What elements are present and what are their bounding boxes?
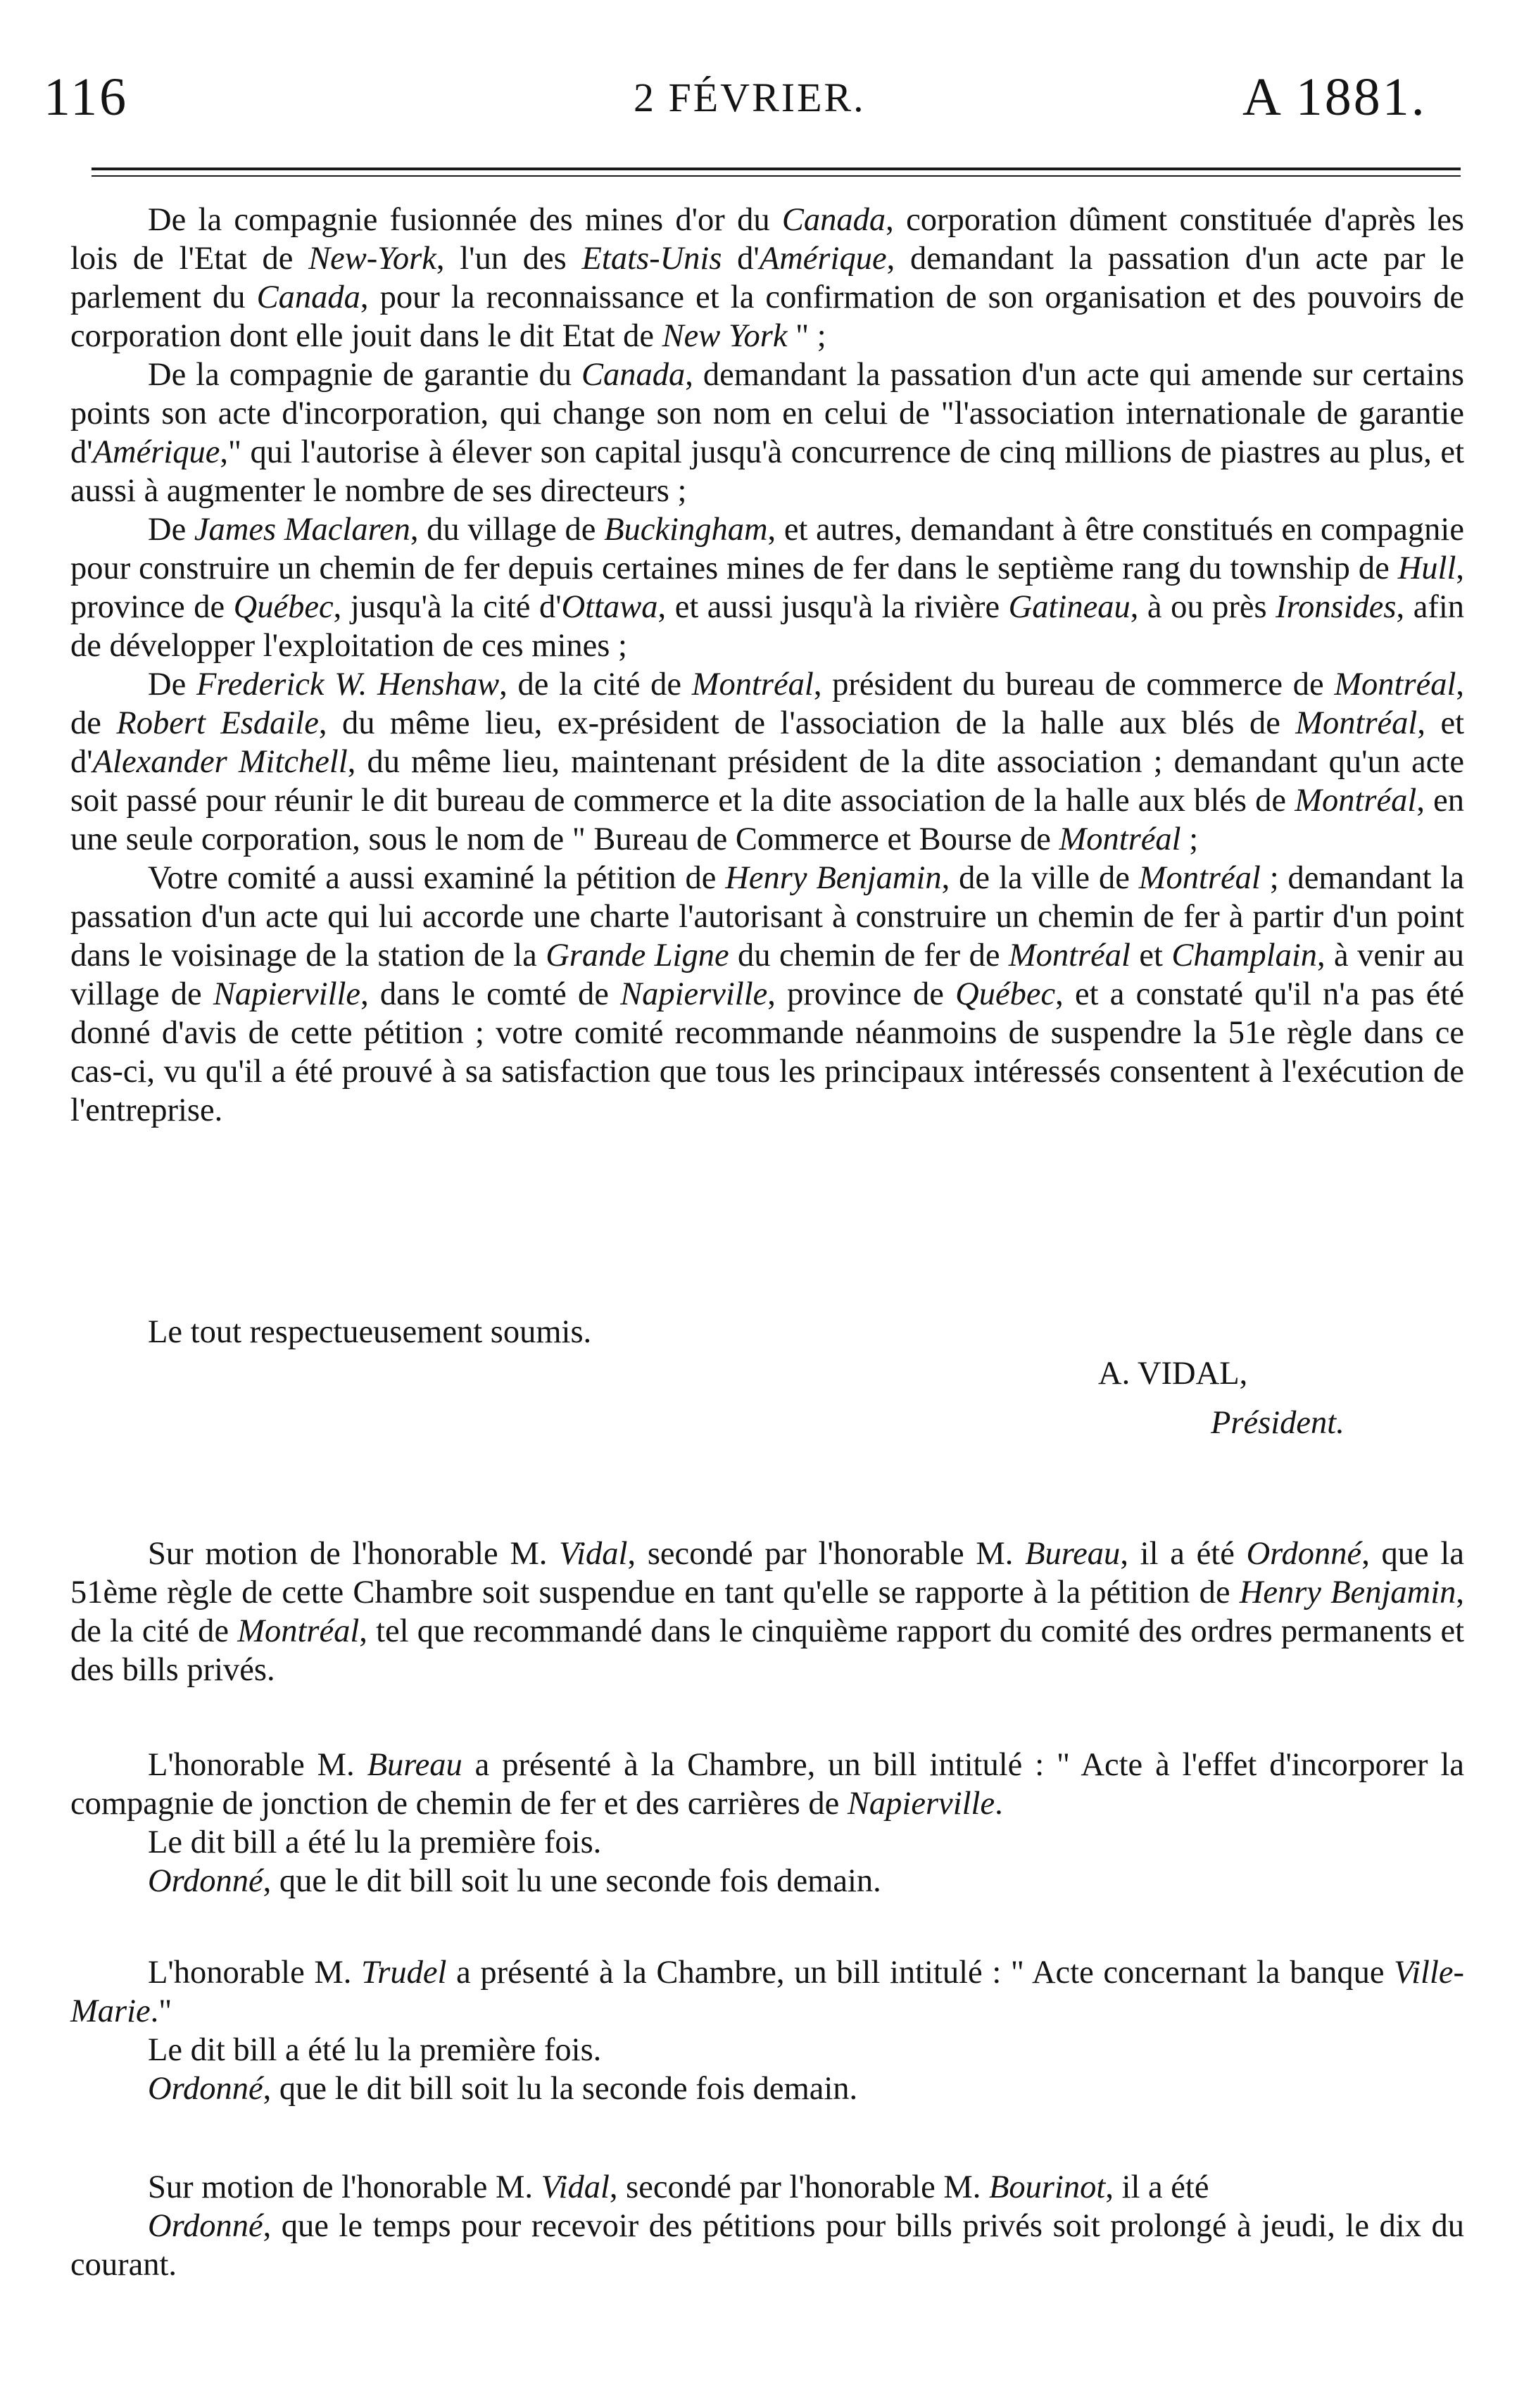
petition-paragraph: De la compagnie de garantie du Canada, demandant la passation d'un acte qui amende sur certains points son acte d'incorporation, qui change son nom en celui de "l'association internationale de garantie d'Amérique," qui l'autorise à élever son capital jusqu'à concurrence de cinq millions de piastres au plus, et aussi à augmenter le nombre de ses directeurs ; — [70, 357, 1464, 509]
signature-name: A. VIDAL, — [1098, 1356, 1248, 1392]
motion-paragraph: Sur motion de l'honorable M. Vidal, secondé par l'honorable M. Bourinot, il a été — [148, 2169, 1209, 2205]
motion-paragraph: Sur motion de l'honorable M. Vidal, secondé par l'honorable M. Bureau, il a été Ordonné, que la 51ème règle de cette Chambre soit suspendue en tant qu'elle se rapporte à la pétition de Henry Benjamin, de la cité de Montréal, tel que recommandé dans le cinquième rapport du comité des ordres permanents et des bills privés. — [70, 1536, 1465, 1688]
petitions-block — [70, 201, 1464, 1130]
committee-paragraph: Votre comité a aussi examiné la pétition de Henry Benjamin, de la ville de Montréal ; demandant la passation d'un acte qui lui accorde une charte l'autorisant à construire un chemin de fer à partir d'un point dans le voisinage de la station de la Grande Ligne du chemin de fer de Montréal et Champlain, à venir au village de Napierville, dans le comté de Napierville, province de Québec, et a constaté qu'il n'a pas été donné d'avis de cette pétition ; votre comité recommande néanmoins de suspendre la 51e règle dans ce cas-ci, vu qu'il a été prouvé à sa satisfaction que tous les principaux intéressés consentent à l'exécution de l'entreprise. — [70, 860, 1465, 1128]
header-rule — [92, 168, 1461, 170]
motion-order: Ordonné, que le temps pour recevoir des pétitions pour bills privés soit prolongé à jeudi, le dix du courant. — [70, 2208, 1464, 2283]
petition-paragraph: De Frederick W. Henshaw, de la cité de Montréal, président du bureau de commerce de Montréal, de Robert Esdaile, du même lieu, ex-président de l'association de la halle aux blés de Montréal, et d'Alexander Mitchell, du même lieu, maintenant président de la dite association ; demandant qu'un acte soit passé pour réunir le dit bureau de commerce et la dite association de la halle aux blés de Montréal, en une seule corporation, sous le nom de " Bureau de Commerce et Bourse de Montréal ; — [70, 667, 1465, 857]
bill-1 — [70, 1746, 1464, 1900]
bill-order: Ordonné, que le dit bill soit lu la seconde fois demain. — [148, 2071, 858, 2107]
petition-paragraph: De James Maclaren, du village de Buckingham, et autres, demandant à être constitués en compagnie pour construire un chemin de fer depuis certaines mines de fer dans le septième rang du township de Hull, province de Québec, jusqu'à la cité d'Ottawa, et aussi jusqu'à la rivière Gatineau, à ou près Ironsides, afin de développer l'exploitation de ces mines ; — [70, 512, 1464, 664]
closing-line: Le tout respectueusement soumis. — [148, 1314, 592, 1350]
bill-2 — [70, 1953, 1464, 2108]
bill-reading: Le dit bill a été lu la première fois. — [148, 1824, 602, 1860]
petition-paragraph: De la compagnie fusionnée des mines d'or du Canada, corporation dûment constituée d'après les lois de l'Etat de New-York, l'un des Etats-Unis d'Amérique, demandant la passation d'un acte par le parlement du Canada, pour la reconnaissance et la confirmation de son organisation et des pouvoirs de corporation dont elle jouit dans le dit Etat de New York " ; — [70, 202, 1465, 354]
bill-paragraph: L'honorable M. Trudel a présenté à la Chambre, un bill intitulé : " Acte concernant la banque Ville-Marie." — [70, 1955, 1464, 2029]
header-date: 2 FÉVRIER. — [634, 75, 866, 120]
closing-block — [70, 1313, 1464, 1351]
header-year: A 1881. — [1242, 68, 1427, 127]
page-number: 116 — [44, 68, 129, 127]
bill-paragraph: L'honorable M. Bureau a présenté à la Chambre, un bill intitulé : " Acte à l'effet d'incorporer la compagnie de jonction de chemin de fer et des carrières de Napierville. — [70, 1747, 1465, 1822]
motion-2 — [70, 2168, 1464, 2284]
motion-1 — [70, 1534, 1464, 1689]
header-rule-thin — [92, 175, 1461, 177]
page-header — [0, 67, 1524, 137]
bill-reading: Le dit bill a été lu la première fois. — [148, 2032, 602, 2068]
signature-title: Président. — [1211, 1405, 1344, 1441]
bill-order: Ordonné, que le dit bill soit lu une seconde fois demain. — [148, 1863, 881, 1899]
